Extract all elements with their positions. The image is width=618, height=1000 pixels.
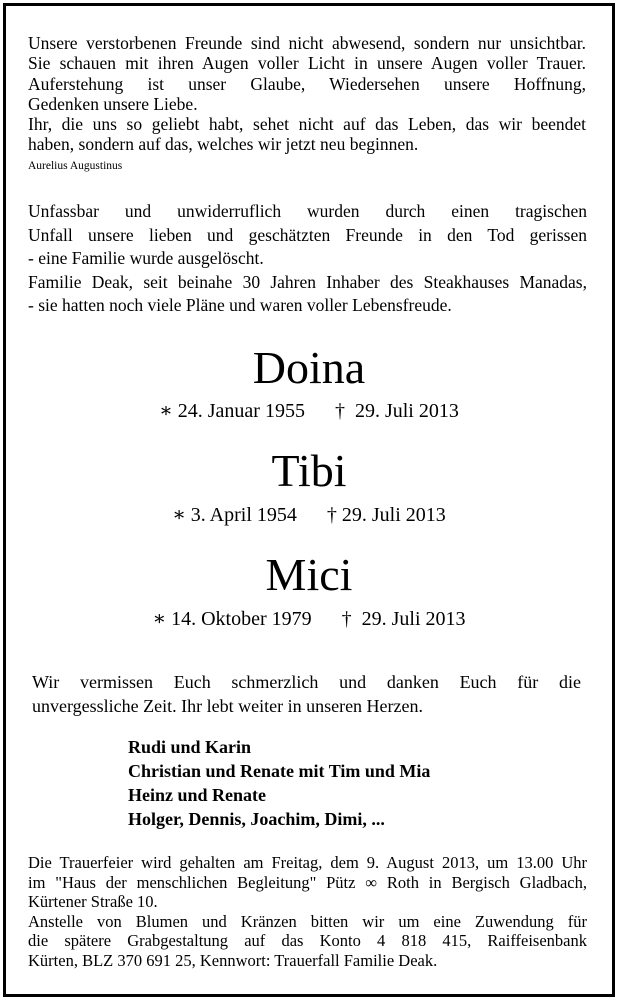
funeral-line: Kürten, BLZ 370 691 25, Kennwort: Trauerfall Familie Deak. xyxy=(28,950,438,970)
funeral-line: Kürtener Straße 10. xyxy=(28,892,158,911)
intro-line: - sie hatten noch viele Pläne und waren voller Lebensfreude. xyxy=(28,295,452,315)
mourner-line: Rudi und Karin xyxy=(128,737,252,757)
quote-line: Sie schauen mit ihren Augen voller Licht in unsere Augen voller Trauer. xyxy=(28,53,586,74)
mourner-line: Christian und Renate mit Tim und Mia xyxy=(128,761,431,781)
person-name: Tibi xyxy=(271,445,347,496)
intro-line: Familie Deak, seit beinahe 30 Jahren Inhaber des Steakhauses Manadas, xyxy=(28,271,587,292)
closing-line: Wir vermissen Euch schmerzlich und danken Euch für die xyxy=(32,672,581,692)
person-dates: ∗ 3. April 1954 † 29. Juli 2013 xyxy=(172,504,446,526)
mourner-line: Heinz und Renate xyxy=(128,785,267,805)
mourner-line: Holger, Dennis, Joachim, Dimi, ... xyxy=(128,809,385,829)
quote-line: Gedenken unsere Liebe. xyxy=(28,93,198,114)
funeral-line: Anstelle von Blumen und Kränzen bitten wir um eine Zuwendung für xyxy=(28,911,587,931)
intro-text xyxy=(28,200,587,318)
person-name: Mici xyxy=(265,549,353,600)
quote-line: Auferstehung ist unser Glaube, Wiedersehen unsere Hoffnung, xyxy=(28,73,586,94)
quote-line: Unsere verstorbenen Freunde sind nicht abwesend, sondern nur unsichtbar. xyxy=(28,33,586,53)
closing-text xyxy=(32,670,581,718)
funeral-line: Die Trauerfeier wird gehalten am Freitag, dem 9. August 2013, um 13.00 Uhr xyxy=(28,853,587,872)
funeral-line: im "Haus der menschlichen Begleitung" Pütz ∞ Roth in Bergisch Gladbach, xyxy=(28,872,587,892)
funeral-line: die spätere Grabgestaltung auf das Konto 4 818 415, Raiffeisenbank xyxy=(28,931,587,950)
quote-line: Ihr, die uns so geliebt habt, sehet nicht auf das Leben, das wir beendet xyxy=(28,114,586,135)
person-dates: ∗ 24. Januar 1955 † 29. Juli 2013 xyxy=(159,400,459,422)
quote-line: haben, sondern auf das, welches wir jetzt neu beginnen. xyxy=(28,134,419,155)
closing-line: unvergessliche Zeit. Ihr lebt weiter in unseren Herzen. xyxy=(32,696,424,716)
intro-line: - eine Familie wurde ausgelöscht. xyxy=(28,248,264,268)
funeral-info xyxy=(28,853,587,970)
intro-line: Unfassbar und unwiderruflich wurden durch einen tragischen xyxy=(28,201,587,221)
person-dates: ∗ 14. Oktober 1979 † 29. Juli 2013 xyxy=(152,608,466,630)
quote-text xyxy=(28,33,586,155)
quote-author: Aurelius Augustinus xyxy=(28,160,123,172)
mourners-list xyxy=(128,735,430,831)
person-name: Doina xyxy=(252,342,366,393)
intro-line: Unfall unsere lieben und geschätzten Freunde in den Tod gerissen xyxy=(28,224,587,245)
